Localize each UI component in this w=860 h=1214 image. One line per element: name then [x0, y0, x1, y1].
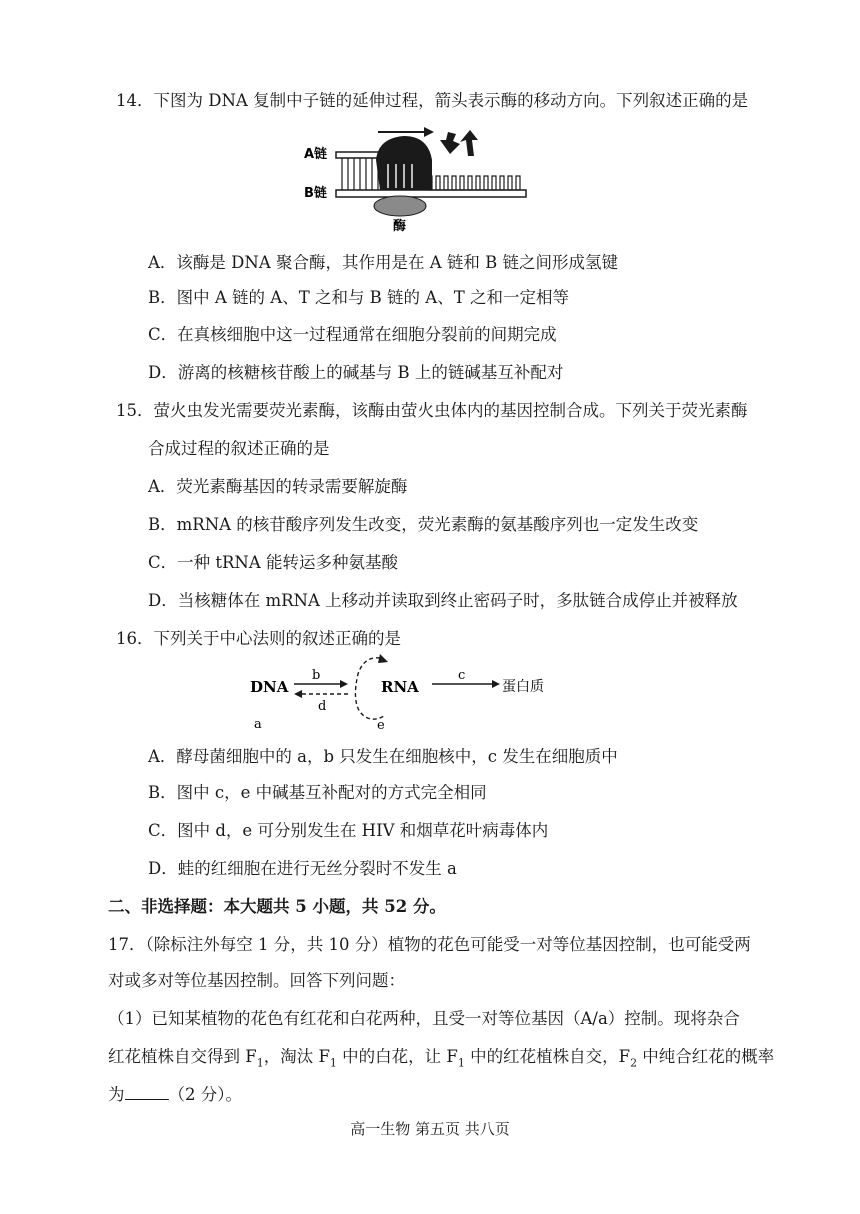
section-2-heading: 二、非选择题：本大题共 5 小题，共 52 分。 — [108, 897, 446, 916]
subscript: 2 — [630, 1056, 638, 1070]
text-segment: ，淘汰 F — [263, 1047, 330, 1066]
label-protein: 蛋白质 — [502, 679, 544, 695]
label-a: a — [254, 717, 262, 732]
dna-replication-figure — [300, 124, 540, 236]
q14-option-a: A．该酶是 DNA 聚合酶，其作用是在 A 链和 B 链之间形成氢键 — [148, 253, 619, 272]
text-segment: （2 分）。 — [168, 1085, 242, 1104]
q16-option-d: D．蛙的红细胞在进行无丝分裂时不发生 a — [148, 859, 457, 878]
label-b: b — [312, 668, 321, 683]
b-strand — [336, 190, 526, 197]
q15-option-a: A．荧光素酶基因的转录需要解旋酶 — [148, 477, 408, 496]
subscript: 1 — [457, 1056, 465, 1070]
q16-option-c: C．图中 d，e 可分别发生在 HIV 和烟草花叶病毒体内 — [148, 821, 549, 840]
label-a-strand: A链 — [304, 147, 328, 162]
q16-option-a: A．酵母菌细胞中的 a，b 只发生在细胞核中，c 发生在细胞质中 — [148, 747, 618, 766]
q15-option-b: B．mRNA 的核苷酸序列发生改变，荧光素酶的氨基酸序列也一定发生改变 — [148, 515, 699, 534]
q17-part1-line1: （1）已知某植物的花色有红花和白花两种，且受一对等位基因（A/a）控制。现将杂合 — [108, 1009, 740, 1028]
text-segment: 中的红花植株自交，F — [464, 1047, 631, 1066]
q14-option-c: C．在真核细胞中这一过程通常在细胞分裂前的间期完成 — [148, 325, 557, 344]
loop-e — [355, 658, 384, 719]
text-segment: 中的白花，让 F — [336, 1047, 458, 1066]
text-segment: 为 — [108, 1085, 125, 1104]
page-footer: 高一生物 第五页 共八页 — [350, 1120, 510, 1138]
label-e: e — [377, 718, 385, 733]
subscript: 1 — [256, 1056, 264, 1070]
q15-option-d: D．当核糖体在 mRNA 上移动并读取到终止密码子时，多肽链合成停止并被释放 — [148, 591, 738, 610]
q14-option-b: B．图中 A 链的 A、T 之和与 B 链的 A、T 之和一定相等 — [148, 288, 569, 307]
q15-stem-line2: 合成过程的叙述正确的是 — [148, 439, 330, 458]
q17-line2: 对或多对等位基因控制。回答下列问题： — [108, 971, 405, 990]
q15-stem-line1: 15．萤火虫发光需要荧光素酶，该酶由萤火虫体内的基因控制合成。下列关于荧光素酶 — [116, 401, 748, 420]
label-c: c — [458, 668, 466, 683]
q15-option-c: C．一种 tRNA 能转运多种氨基酸 — [148, 553, 399, 572]
central-dogma-figure — [244, 652, 544, 734]
label-enzyme: 酶 — [393, 219, 407, 234]
text-segment: 红花植株自交得到 F — [108, 1047, 257, 1066]
q14-option-d: D．游离的核糖核苷酸上的碱基与 B 上的链碱基互补配对 — [148, 363, 564, 382]
answer-blank[interactable] — [125, 1085, 169, 1100]
text-segment: 中纯合红花的概率 — [637, 1047, 775, 1066]
label-dna: DNA — [250, 678, 289, 696]
subscript: 1 — [329, 1056, 337, 1070]
q14-stem: 14．下图为 DNA 复制中子链的延伸过程，箭头表示酶的移动方向。下列叙述正确的是 — [116, 91, 749, 110]
q17-part1-line2 — [108, 1046, 774, 1074]
q17-line1: 17．（除标注外每空 1 分，共 10 分）植物的花色可能受一对等位基因控制，也可能受两 — [108, 935, 751, 954]
label-d: d — [318, 699, 327, 714]
label-rna: RNA — [381, 678, 419, 696]
enzyme-blob — [374, 196, 426, 216]
q16-option-b: B．图中 c，e 中碱基互补配对的方式完全相同 — [148, 783, 487, 802]
label-b-strand: B链 — [304, 186, 327, 201]
nucleotide-arrow-icon — [440, 132, 460, 154]
nucleotide-arrow-icon — [460, 130, 478, 156]
q17-part1-line3 — [108, 1084, 242, 1106]
q16-stem: 16．下列关于中心法则的叙述正确的是 — [116, 629, 401, 648]
